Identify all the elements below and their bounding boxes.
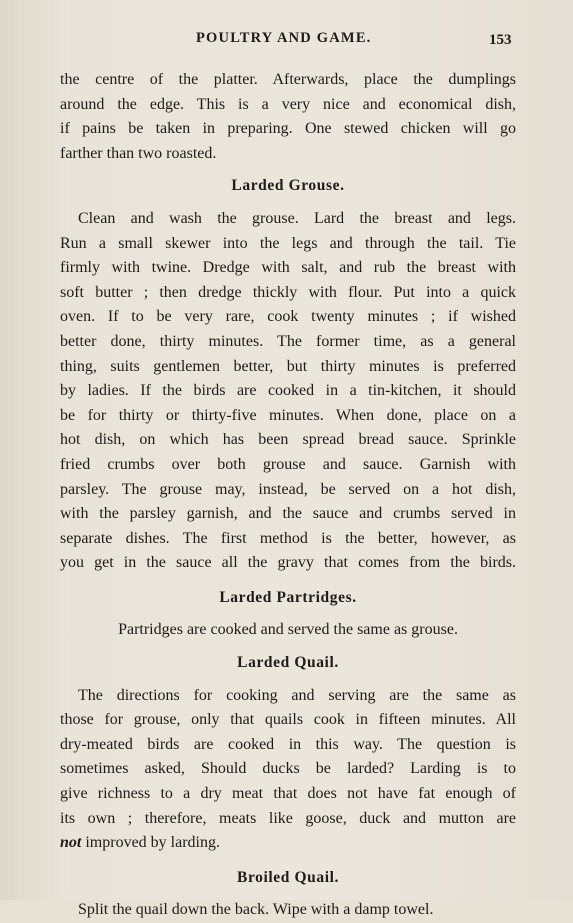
text-line: sometimes asked, Should ducks be larded? Larding is to bbox=[60, 760, 516, 778]
section-heading-larded-partridges: Larded Partridges. bbox=[219, 588, 357, 606]
text-line: those for grouse, only that quails cook in fifteen minutes. All bbox=[60, 711, 516, 729]
text-line: its own ; therefore, meats like goose, duck and mutton are bbox=[60, 809, 516, 827]
text-line: fried crumbs over both grouse and sauce. Garnish with bbox=[60, 455, 516, 473]
text-line: thing, suits gentlemen better, but thirty minutes is preferred bbox=[60, 357, 516, 375]
text-line: dry-meated birds are cooked in this way. The question is bbox=[60, 735, 516, 753]
section-heading-larded-grouse: Larded Grouse. bbox=[231, 177, 345, 195]
section-heading-larded-quail: Larded Quail. bbox=[237, 654, 339, 672]
text-line: be for thirty or thirty-five minutes. When done, place on a bbox=[60, 406, 516, 424]
section-heading-broiled-quail: Broiled Quail. bbox=[237, 868, 339, 886]
text-fragment: improved by larding. bbox=[81, 834, 220, 852]
text-line: you get in the sauce all the gravy that comes from the birds. bbox=[60, 554, 516, 572]
text-line: Partridges are cooked and served the same as grouse. bbox=[118, 621, 458, 639]
paragraph-broiled-quail bbox=[60, 898, 516, 923]
page-body bbox=[60, 68, 516, 923]
text-line: Run a small skewer into the legs and through the tail. Tie bbox=[60, 234, 516, 252]
text-line: the centre of the platter. Afterwards, place the dumplings bbox=[60, 71, 516, 88]
running-title: POULTRY AND GAME. bbox=[196, 30, 372, 46]
text-line: farther than two roasted. bbox=[60, 144, 217, 162]
intro-paragraph bbox=[60, 68, 516, 166]
text-line: hot dish, on which has been spread bread sauce. Sprinkle bbox=[60, 431, 516, 449]
paragraph-larded-quail bbox=[60, 684, 516, 856]
text-line: Clean and wash the grouse. Lard the breast and legs. bbox=[78, 209, 516, 227]
text-line: Split the quail down the back. Wipe with a damp towel. bbox=[78, 901, 434, 919]
page-number: 153 bbox=[489, 32, 512, 48]
text-line: separate dishes. The first method is the better, however, as bbox=[60, 529, 516, 547]
text-line: with the parsley garnish, and the sauce and crumbs served in bbox=[60, 505, 516, 523]
paragraph-larded-partridges bbox=[60, 618, 516, 643]
text-line: around the edge. This is a very nice and economical dish, bbox=[60, 95, 516, 113]
text-line: soft butter ; then dredge thickly with flour. Put into a quick bbox=[60, 283, 516, 301]
paragraph-larded-grouse bbox=[60, 207, 516, 576]
text-line: oven. If to be very rare, cook twenty minutes ; if wished bbox=[60, 308, 516, 326]
text-line: firmly with twine. Dredge with salt, and rub the breast with bbox=[60, 259, 516, 277]
text-line: The directions for cooking and serving are the same as bbox=[78, 686, 516, 704]
running-head bbox=[0, 26, 573, 50]
emphasized-word: not bbox=[60, 834, 82, 852]
text-line bbox=[60, 831, 516, 856]
text-line: by ladies. If the birds are cooked in a tin-kitchen, it should bbox=[60, 382, 516, 400]
text-line: parsley. The grouse may, instead, be served on a hot dish, bbox=[60, 480, 516, 498]
text-line: give richness to a dry meat that does not have fat enough of bbox=[60, 785, 516, 803]
text-line: if pains be taken in preparing. One stewed chicken will go bbox=[60, 120, 516, 138]
text-line: better done, thirty minutes. The former time, as a general bbox=[60, 332, 516, 350]
